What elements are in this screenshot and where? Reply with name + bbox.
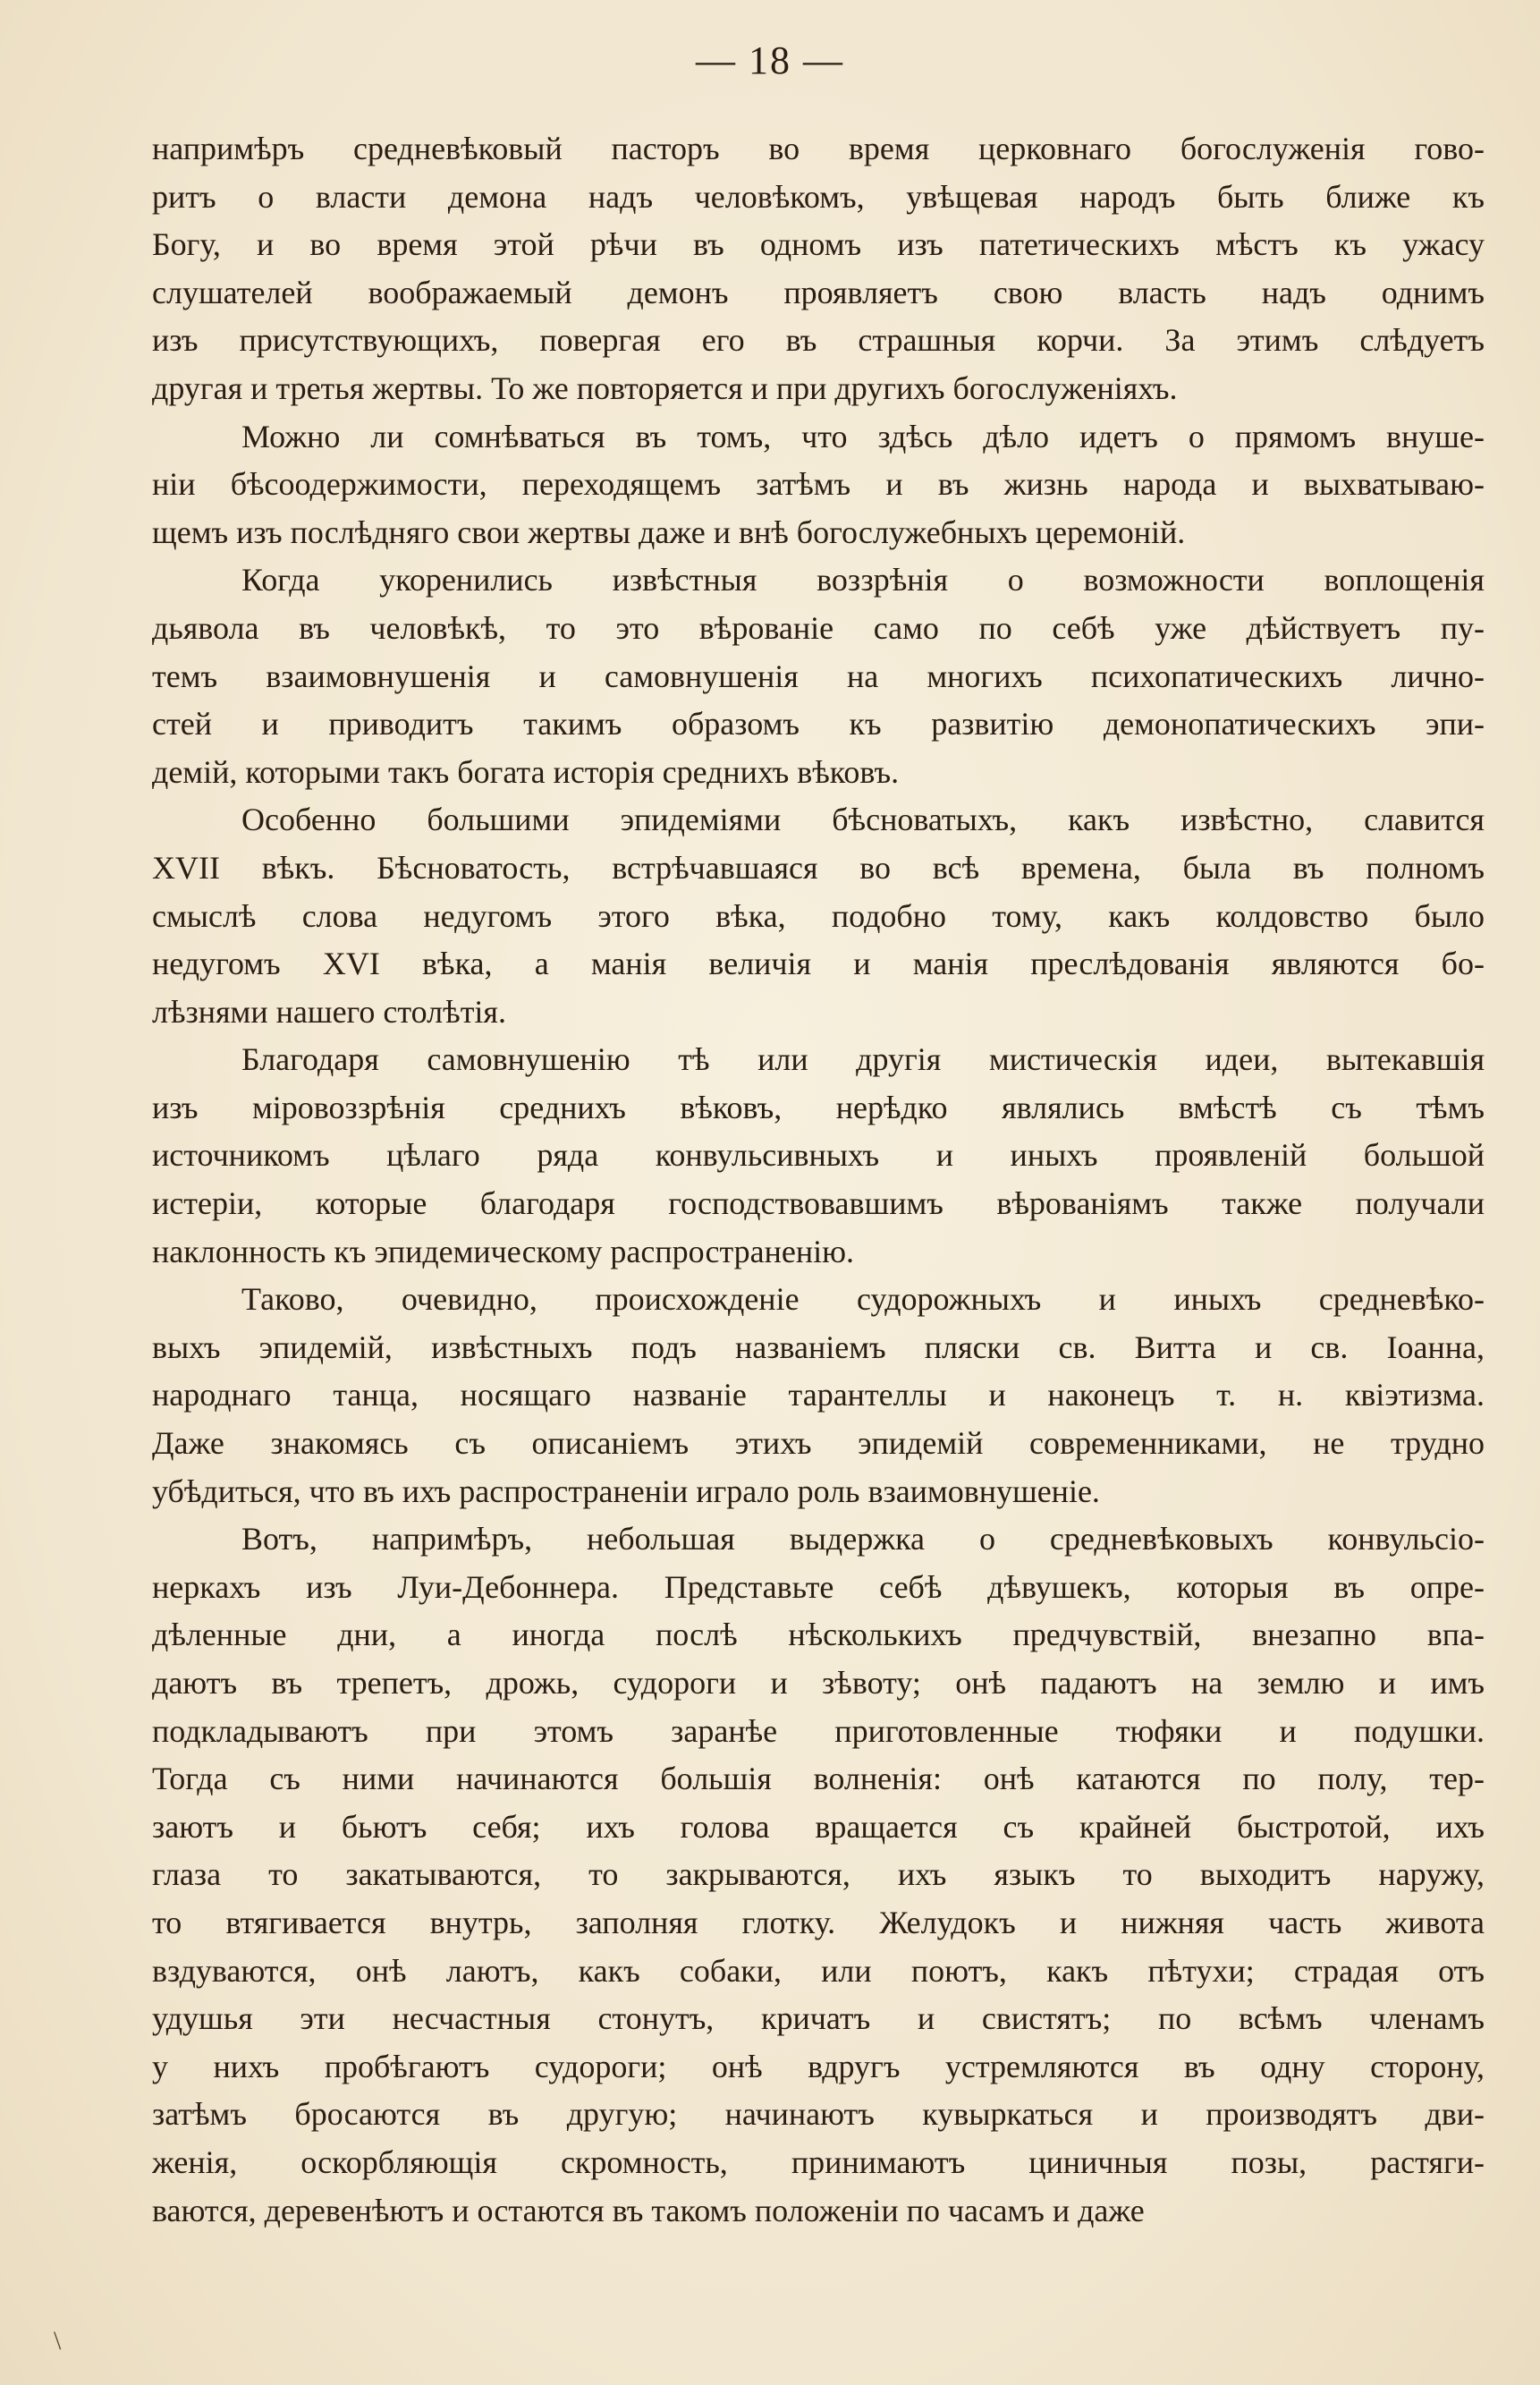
text-line: другая и третья жертвы. То же повторяется и при другихъ богослуженіяхъ. [152, 369, 1178, 406]
text-line: народнаго танца, носящаго названіе тарантеллы и наконецъ т. н. квіэтизма. [152, 1377, 1485, 1413]
text-line: Благодаря самовнушенію тѣ или другія мистическія идеи, вытекавшія [241, 1041, 1485, 1078]
page-number: — 18 — [696, 38, 844, 82]
text-line: ніи бѣсоодержимости, переходящемъ затѣмъ и въ жизнь народа и выхватываю- [152, 466, 1485, 503]
text-line: источникомъ цѣлаго ряда конвульсивныхъ и иныхъ проявленій большой [152, 1137, 1485, 1174]
text-line: выхъ эпидемій, извѣстныхъ подъ названіемъ пляски св. Витта и св. Іоанна, [152, 1328, 1485, 1365]
text-line: заютъ и бьютъ себя; ихъ голова вращается съ крайней быстротой, ихъ [152, 1808, 1485, 1845]
text-line: Таково, очевидно, происхожденіе судорожныхъ и иныхъ средневѣко- [241, 1281, 1485, 1318]
text-line: подкладываютъ при этомъ заранѣе приготовленные тюфяки и подушки. [152, 1712, 1485, 1749]
text-line: дьявола въ человѣкѣ, то это вѣрованіе само по себѣ уже дѣйствуетъ пу- [152, 609, 1485, 646]
paragraph [152, 1276, 1485, 1515]
paragraph [152, 1515, 1485, 2235]
text-line: вздуваются, онѣ лаютъ, какъ собаки, или поютъ, какъ пѣтухи; страдая отъ [152, 1952, 1485, 1989]
text-line: Особенно большими эпидеміями бѣсноватыхъ, какъ извѣстно, славится [241, 802, 1485, 838]
text-line: недугомъ XVI вѣка, а манія величія и манія преслѣдованія являются бо- [152, 946, 1485, 982]
text-line: у нихъ пробѣгаютъ судороги; онѣ вдругъ устремляются въ одну сторону, [152, 2048, 1485, 2084]
text-line: стей и приводитъ такимъ образомъ къ развитію демонопатическихъ эпи- [152, 706, 1485, 743]
text-line: лѣзнями нашего столѣтія. [152, 993, 506, 1030]
text-line: ваются, деревенѣютъ и остаются въ такомъ положеніи по часамъ и даже [152, 2192, 1145, 2228]
body-text [152, 125, 1485, 2235]
text-line: Когда укоренились извѣстныя воззрѣнія о возможности воплощенія [241, 562, 1485, 598]
text-line: слушателей воображаемый демонъ проявляетъ свою власть надъ однимъ [152, 274, 1485, 310]
text-line: изъ міровоззрѣнія среднихъ вѣковъ, нерѣдко являлись вмѣстѣ съ тѣмъ [152, 1089, 1485, 1125]
text-line: демій, которыми такъ богата исторія среднихъ вѣковъ. [152, 753, 900, 790]
paragraph [152, 1036, 1485, 1276]
text-line: темъ взаимовнушенія и самовнушенія на многихъ психопатическихъ лично- [152, 658, 1485, 694]
text-line: изъ присутствующихъ, повергая его въ страшныя корчи. За этимъ слѣдуетъ [152, 322, 1485, 359]
text-line: женія, оскорбляющія скромность, принимаютъ циничныя позы, растяги- [152, 2143, 1485, 2180]
text-line: смыслѣ слова недугомъ этого вѣка, подобно тому, какъ колдовство было [152, 897, 1485, 934]
text-line: то втягивается внутрь, заполняя глотку. Желудокъ и нижняя часть живота [152, 1904, 1485, 1940]
text-line: затѣмъ бросаются въ другую; начинаютъ кувыркаться и производятъ дви- [152, 2096, 1485, 2133]
text-line: дѣленные дни, а иногда послѣ нѣсколькихъ предчувствій, внезапно впа- [152, 1617, 1485, 1653]
paragraph [152, 796, 1485, 1036]
text-line: глаза то закатываются, то закрываются, ихъ языкъ то выходитъ наружу, [152, 1856, 1485, 1893]
text-line: XVII вѣкъ. Бѣсноватость, встрѣчавшаяся во всѣ времена, была въ полномъ [152, 849, 1485, 886]
text-line: истеріи, которые благодаря господствовавшимъ вѣрованіямъ также получали [152, 1185, 1485, 1222]
text-line: Тогда съ ними начинаются большія волненія: онѣ катаются по полу, тер- [152, 1761, 1485, 1797]
text-line: Даже знакомясь съ описаніемъ этихъ эпидемій современниками, не трудно [152, 1425, 1485, 1462]
text-line: напримѣръ средневѣковый пасторъ во время церковнаго богослуженія гово- [152, 131, 1485, 166]
scan-speck-mark: \ [54, 2326, 62, 2355]
paragraph [152, 556, 1485, 796]
text-line: убѣдиться, что въ ихъ распространеніи играло роль взаимовнушеніе. [152, 1473, 1100, 1509]
text-line: щемъ изъ послѣдняго свои жертвы даже и внѣ богослужебныхъ церемоній. [152, 513, 1186, 550]
paragraph [152, 125, 1485, 413]
paragraph [152, 413, 1485, 557]
text-line: даютъ въ трепетъ, дрожь, судороги и зѣвоту; онѣ падаютъ на землю и имъ [152, 1665, 1485, 1701]
text-line: ритъ о власти демона надъ человѣкомъ, увѣщевая народъ быть ближе къ [152, 178, 1485, 215]
text-line: Богу, и во время этой рѣчи въ одномъ изъ патетическихъ мѣстъ къ ужасу [152, 226, 1485, 263]
text-line: наклонность къ эпидемическому распространенію. [152, 1233, 855, 1269]
text-line: Можно ли сомнѣваться въ томъ, что здѣсь дѣло идетъ о прямомъ внуше- [241, 418, 1485, 454]
text-line: неркахъ изъ Луи-Дебоннера. Представьте себѣ дѣвушекъ, которыя въ опре- [152, 1568, 1485, 1605]
text-line: удушья эти несчастныя стонутъ, кричатъ и свистятъ; по всѣмъ членамъ [152, 2000, 1485, 2037]
text-line: Вотъ, напримѣръ, небольшая выдержка о средневѣковыхъ конвульсіо- [241, 1521, 1485, 1557]
